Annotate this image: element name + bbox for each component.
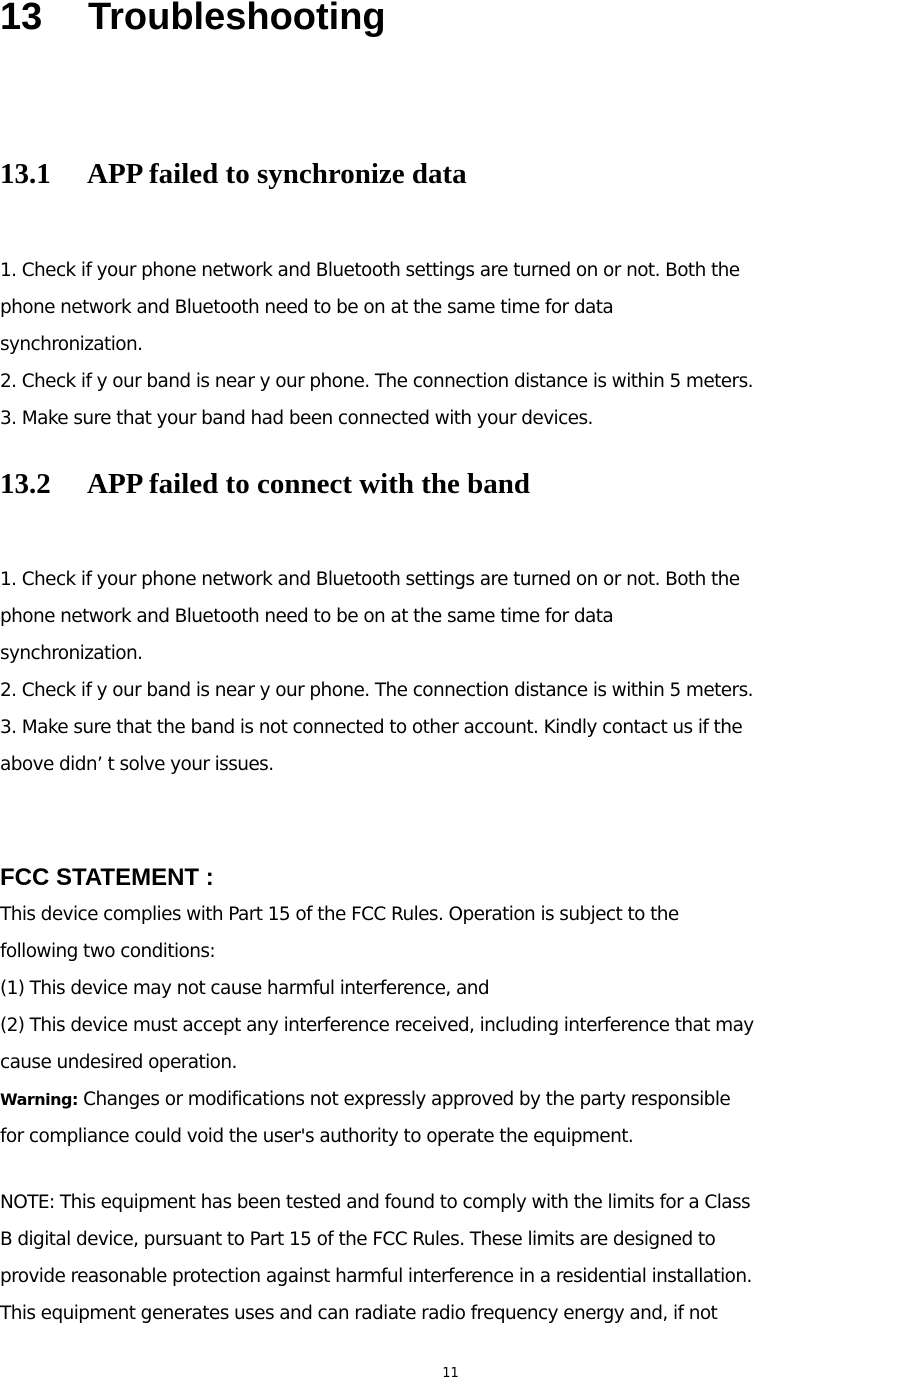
chapter-heading <box>0 0 386 39</box>
body-line: (1) This device may not cause harmful interference, and <box>0 978 489 999</box>
body-line: cause undesired operation. <box>0 1052 237 1073</box>
chapter-number: 13 <box>0 0 43 38</box>
body-line: This device complies with Part 15 of the FCC Rules. Operation is subject to the <box>0 904 679 925</box>
fcc-statement-title: FCC STATEMENT : <box>0 864 214 891</box>
body-line: provide reasonable protection against harmful interference in a residential installation. <box>0 1266 752 1287</box>
body-line: synchronization. <box>0 643 143 664</box>
section-heading-13-2 <box>0 468 530 501</box>
section-number: 13.2 <box>0 468 51 500</box>
body-line: phone network and Bluetooth need to be on at the same time for data <box>0 297 614 318</box>
warning-label: Warning: <box>0 1090 78 1109</box>
body-line: synchronization. <box>0 334 143 355</box>
body-line: 2. Check if y our band is near y our phone. The connection distance is within 5 meters. <box>0 680 753 701</box>
page-number: 11 <box>442 1366 459 1381</box>
body-line: above didn’ t solve your issues. <box>0 754 274 775</box>
warning-text: Changes or modifications not expressly approved by the party responsible <box>77 1089 731 1110</box>
section-title: APP failed to synchronize data <box>87 158 467 190</box>
body-line: 3. Make sure that the band is not connected to other account. Kindly contact us if the <box>0 717 743 738</box>
section-heading-13-1 <box>0 158 467 191</box>
body-line: for compliance could void the user's authority to operate the equipment. <box>0 1126 634 1147</box>
warning-line <box>0 1081 754 1118</box>
body-line: This equipment generates uses and can radiate radio frequency energy and, if not <box>0 1303 718 1324</box>
fcc-note-body <box>0 1184 752 1332</box>
section-13-2-body <box>0 561 753 783</box>
body-line: 1. Check if your phone network and Bluetooth settings are turned on or not. Both the <box>0 260 740 281</box>
body-line: (2) This device must accept any interference received, including interference that may <box>0 1015 754 1036</box>
body-line: NOTE: This equipment has been tested and found to comply with the limits for a Class <box>0 1192 751 1213</box>
body-line: 1. Check if your phone network and Bluetooth settings are turned on or not. Both the <box>0 569 740 590</box>
section-13-1-body <box>0 252 753 437</box>
chapter-title: Troubleshooting <box>88 0 386 38</box>
section-number: 13.1 <box>0 158 51 190</box>
body-line: following two conditions: <box>0 941 216 962</box>
fcc-statement-body <box>0 896 754 1155</box>
body-line: 2. Check if y our band is near y our phone. The connection distance is within 5 meters. <box>0 371 753 392</box>
body-line: phone network and Bluetooth need to be on at the same time for data <box>0 606 614 627</box>
body-line: B digital device, pursuant to Part 15 of the FCC Rules. These limits are designed to <box>0 1229 716 1250</box>
section-title: APP failed to connect with the band <box>87 468 531 500</box>
body-line: 3. Make sure that your band had been connected with your devices. <box>0 408 593 429</box>
